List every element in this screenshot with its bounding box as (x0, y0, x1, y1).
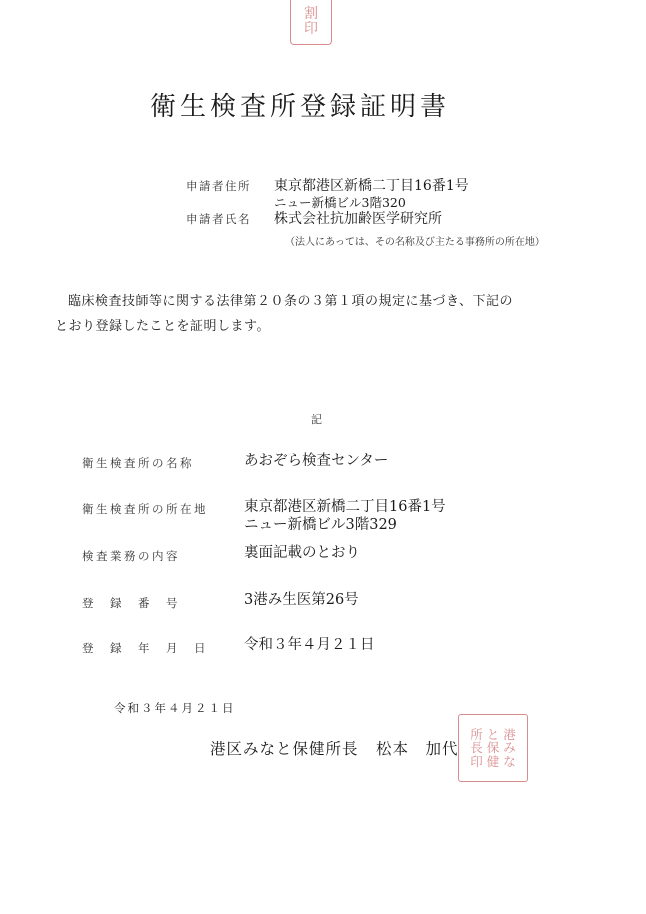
applicant-note: （法人にあっては、その名称及び主たる事務所の所在地） (285, 237, 545, 248)
body-line-2: とおり登録したことを証明します。 (55, 319, 270, 334)
field-value-location-line2: ニュー新橋ビル3階329 (244, 517, 397, 533)
issuer-name: 松本 加代 (376, 740, 459, 758)
official-seal-column-mid (487, 728, 500, 767)
split-seal-char: 割 (304, 6, 318, 23)
issue-date: 令和３年４月２１日 (114, 701, 236, 715)
official-seal-char: な (503, 753, 516, 769)
applicant-name-value: 株式会社抗加齢医学研究所 (274, 211, 442, 227)
field-value-name: あおぞら検査センター (244, 453, 389, 469)
field-label-business: 検査業務の内容 (82, 549, 180, 563)
official-seal-stamp (458, 714, 528, 782)
applicant-name-label: 申請者氏名 (186, 212, 251, 226)
issuer-title: 港区みなと保健所長 (210, 740, 359, 758)
field-value-business: 裏面記載のとおり (244, 545, 360, 561)
record-mark: 記 (311, 413, 322, 426)
official-seal-char: 長 (470, 740, 483, 756)
official-seal-char: 保 (486, 740, 500, 756)
field-value-location-line1: 東京都港区新橋二丁目16番1号 (244, 499, 446, 515)
official-seal-char: 印 (470, 753, 483, 769)
field-label-name: 衛生検査所の名称 (82, 456, 194, 470)
official-seal-char: 所 (470, 727, 483, 743)
official-seal-column-left (470, 728, 483, 767)
field-label-registration-date: 登 録 年 月 日 (82, 641, 208, 655)
field-value-registration-date: 令和３年４月２１日 (244, 637, 375, 653)
official-seal-column-right (503, 728, 516, 767)
applicant-address-line2: ニュー新橋ビル3階320 (274, 195, 406, 210)
document-title: 衛生検査所登録証明書 (150, 92, 451, 122)
field-label-location: 衛生検査所の所在地 (82, 502, 208, 516)
field-label-registration-number: 登 録 番 号 (82, 596, 180, 610)
field-value-registration-number: 3港み生医第26号 (244, 592, 359, 608)
split-seal-stamp (290, 0, 332, 45)
split-seal-char: 印 (304, 21, 318, 37)
body-line-1: 臨床検査技師等に関する法律第２０条の３第１項の規定に基づき、下記の (68, 294, 513, 309)
official-seal-char: み (503, 740, 516, 756)
applicant-address-line1: 東京都港区新橋二丁目16番1号 (274, 178, 469, 194)
official-seal-char: 港 (503, 727, 516, 743)
official-seal-char: と (486, 727, 500, 743)
official-seal-char: 健 (486, 753, 500, 769)
applicant-address-label: 申請者住所 (186, 179, 251, 193)
